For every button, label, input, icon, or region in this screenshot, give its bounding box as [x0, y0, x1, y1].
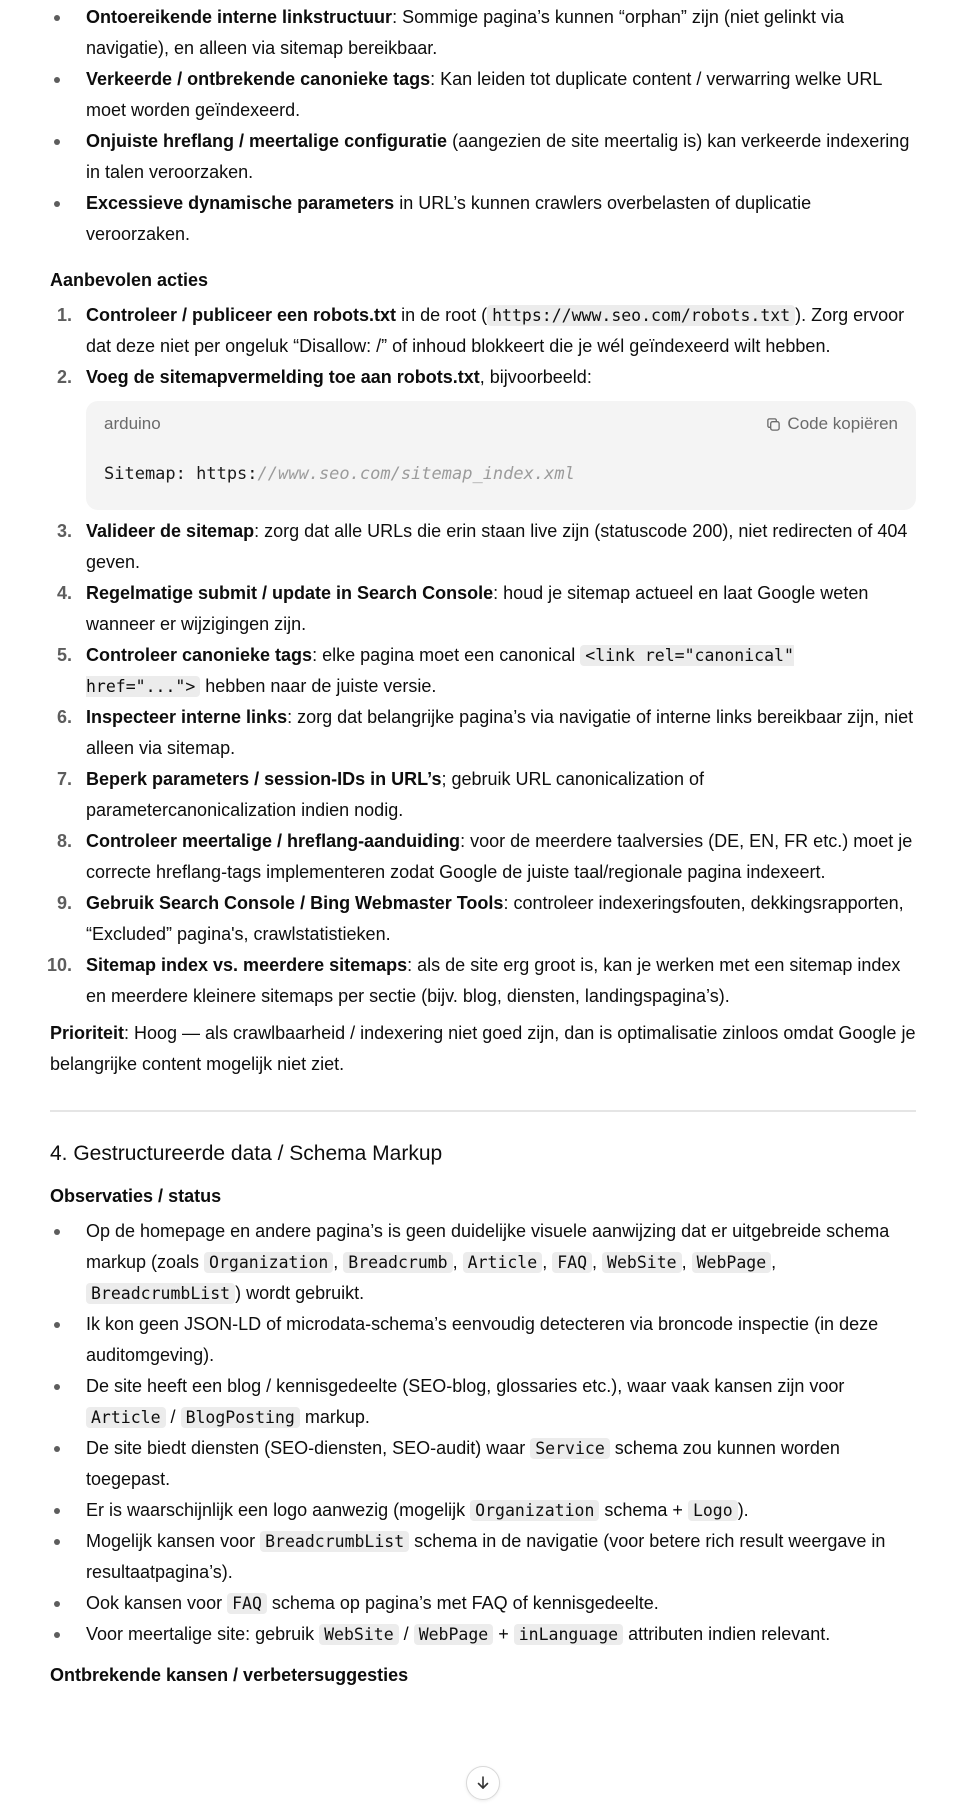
- inline-code: Article: [86, 1407, 166, 1428]
- list-item: Ontoereikende interne linkstructuur: Sommige pagina’s kunnen “orphan” zijn (niet gelinkt via navigatie), en alleen via sitemap bereikbaar.: [50, 2, 916, 64]
- list-item: 8. Controleer meertalige / hreflang-aanduiding: voor de meerdere taalversies (DE, EN, FR etc.) moet je correcte hreflang-tags implementeren zodat Google de juiste taal/regionale pagina indexeert.: [56, 831, 913, 882]
- inline-code: Organization: [204, 1252, 333, 1273]
- inline-code: WebPage: [414, 1624, 494, 1645]
- list-item: 9. Gebruik Search Console / Bing Webmaster Tools: controleer indexeringsfouten, dekkingsrapporten, “Excluded” pagina's, crawlstatistieken.: [56, 893, 904, 944]
- inline-code: WebPage: [692, 1252, 772, 1273]
- list-item: Onjuiste hreflang / meertalige configuratie (aangezien de site meertalig is) kan verkeerde indexering in talen veroorzaken.: [50, 126, 916, 188]
- inline-code: WebSite: [602, 1252, 682, 1273]
- list-item: 10. Sitemap index vs. meerdere sitemaps: als de site erg groot is, kan je werken met een sitemap index en meerdere kleinere sitemaps per sectie (bijv. blog, diensten, landingspagina’s).: [46, 955, 901, 1006]
- priority-paragraph: Prioriteit: Hoog — als crawlbaarheid / indexering niet goed zijn, dan is optimalisatie zinloos omdat Google je belangrijke content mogelijk niet ziet.: [50, 1023, 916, 1074]
- list-item: 2. Voeg de sitemapvermelding toe aan robots.txt, bijvoorbeeld:: [56, 367, 592, 387]
- list-item: Ik kon geen JSON-LD of microdata-schema’s eenvoudig detecteren via broncode inspectie (in deze auditomgeving).: [50, 1309, 916, 1371]
- list-item: De site heeft een blog / kennisgedeelte (SEO-blog, glossaries etc.), waar vaak kansen zijn voor Article / BlogPosting markup.: [50, 1371, 916, 1433]
- copy-icon: [766, 417, 781, 432]
- observations-list: [50, 1216, 916, 1650]
- list-item: 5. Controleer canonieke tags: elke pagina moet een canonical <link rel="canonical" href="..."> hebben naar de juiste versie.: [56, 645, 794, 696]
- inline-code: <link rel="canonical" href="...">: [86, 646, 794, 696]
- arrow-down-icon: [475, 1775, 491, 1791]
- inline-code: FAQ: [552, 1252, 592, 1273]
- actions-list: [50, 300, 916, 393]
- inline-code: https://www.seo.com/robots.txt: [487, 305, 795, 326]
- list-item: Ook kansen voor FAQ schema op pagina’s met FAQ of kennisgedeelte.: [50, 1588, 916, 1619]
- list-item: Mogelijk kansen voor BreadcrumbList schema in de navigatie (voor betere rich result weergave in resultaatpagina’s).: [50, 1526, 916, 1588]
- list-item: 7. Beperk parameters / session-IDs in URL’s; gebruik URL canonicalization of parametercanonicalization indien nodig.: [56, 769, 704, 820]
- inline-code: Service: [530, 1438, 610, 1459]
- inline-code: WebSite: [319, 1624, 399, 1645]
- section-divider: [50, 1110, 916, 1112]
- chat-message-content: [46, 0, 916, 1691]
- list-item: Er is waarschijnlijk een logo aanwezig (mogelijk Organization schema + Logo ).: [50, 1495, 916, 1526]
- code-block-header: [104, 407, 898, 441]
- actions-heading: Aanbevolen acties: [50, 270, 209, 290]
- inline-code: BreadcrumbList: [86, 1283, 235, 1304]
- scroll-to-bottom-button[interactable]: [466, 1766, 500, 1800]
- code-content: Sitemap: https://www.seo.com/sitemap_index.xml: [104, 464, 575, 484]
- list-item: Excessieve dynamische parameters in URL’s kunnen crawlers overbelasten of duplicatie veroorzaken.: [50, 188, 916, 250]
- code-language-label: arduino: [104, 414, 161, 433]
- list-item: De site biedt diensten (SEO-diensten, SEO-audit) waar Service schema zou kunnen worden toegepast.: [50, 1433, 916, 1495]
- inline-code: inLanguage: [514, 1624, 623, 1645]
- issues-list: [50, 2, 916, 250]
- list-item: 4. Regelmatige submit / update in Search Console: houd je sitemap actueel en laat Google weten wanneer er wijzigingen zijn.: [56, 583, 869, 634]
- inline-code: BreadcrumbList: [260, 1531, 409, 1552]
- inline-code: BlogPosting: [181, 1407, 300, 1428]
- inline-code: Article: [463, 1252, 543, 1273]
- inline-code: FAQ: [227, 1593, 267, 1614]
- section-heading: 4. Gestructureerde data / Schema Markup: [50, 1142, 443, 1165]
- list-item: 3. Valideer de sitemap: zorg dat alle URLs die erin staan live zijn (statuscode 200), niet redirecten of 404 geven.: [56, 521, 908, 572]
- missing-opportunities-heading: Ontbrekende kansen / verbetersuggesties: [50, 1665, 409, 1685]
- list-item: Verkeerde / ontbrekende canonieke tags: Kan leiden tot duplicate content / verwarring welke URL moet worden geïndexeerd.: [50, 64, 916, 126]
- list-item: 6. Inspecteer interne links: zorg dat belangrijke pagina’s via navigatie of interne links bereikbaar zijn, niet alleen via sitemap.: [56, 707, 914, 758]
- list-item: Voor meertalige site: gebruik WebSite / WebPage + inLanguage attributen indien relevant.: [50, 1619, 916, 1650]
- code-block: [86, 401, 916, 510]
- actions-list-continued: [46, 516, 916, 1012]
- list-item: Op de homepage en andere pagina’s is geen duidelijke visuele aanwijzing dat er uitgebreide schema markup (zoals Organization , Breadcrumb , Article , FAQ , WebSite , WebPage , BreadcrumbList ) wordt gebruikt.: [50, 1216, 916, 1309]
- copy-code-button[interactable]: [766, 407, 898, 441]
- inline-code: Logo: [688, 1500, 738, 1521]
- list-item: 1. Controleer / publiceer een robots.txt in de root ( https://www.seo.com/robots.txt ). Zorg ervoor dat deze niet per ongeluk “Disallow: /” of inhoud blokkeert die je wél geïndexeerd wilt hebben.: [56, 305, 905, 356]
- copy-code-label: Code kopiëren: [787, 414, 898, 433]
- inline-code: Organization: [470, 1500, 599, 1521]
- inline-code: Breadcrumb: [343, 1252, 452, 1273]
- observations-heading: Observaties / status: [50, 1186, 222, 1206]
